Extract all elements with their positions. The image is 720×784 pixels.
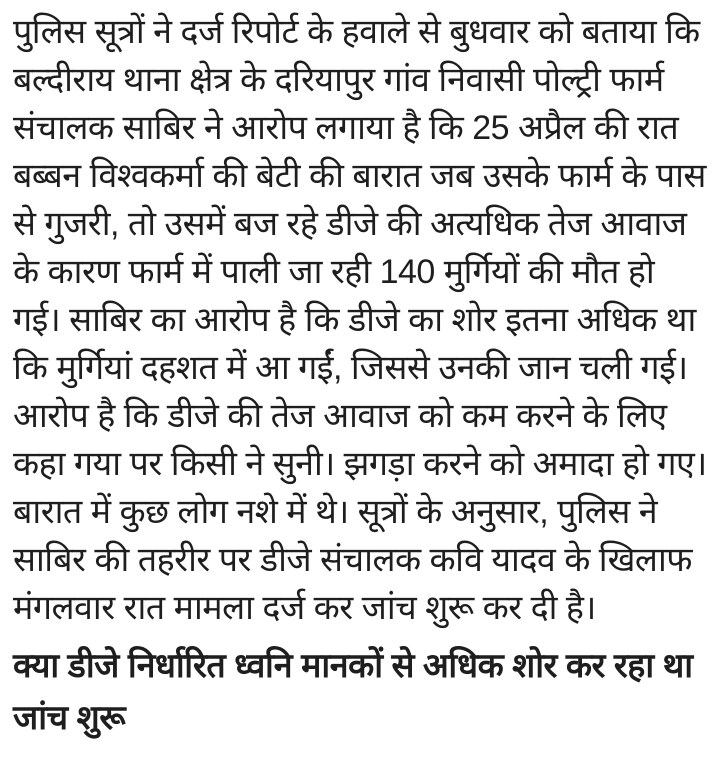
article-text-line: के कारण फार्म में पाली जा रही 140 मुर्गियों की मौत हो: [13, 253, 655, 291]
article-text-line: से गुजरी, तो उसमें बज रहे डीजे की अत्यधिक तेज आवाज: [13, 205, 687, 243]
article-text-line: पुलिस सूत्रों ने दर्ज रिपोर्ट के हवाले से बुधवार को बताया कि: [13, 13, 700, 51]
article-text-line: संचालक साबिर ने आरोप लगाया है कि 25 अप्रैल की रात: [13, 109, 679, 147]
article-body: [13, 8, 708, 632]
subheading-line: जांच शुरू: [13, 699, 126, 737]
article-subheading: [13, 640, 708, 744]
article-text-line: मंगलवार रात मामला दर्ज कर जांच शुरू कर दी है।: [13, 589, 596, 627]
subheading-line: क्या डीजे निर्धारित ध्वनि मानकों से अधिक शोर कर रहा था: [13, 647, 693, 685]
article-text-line: साबिर की तहरीर पर डीजे संचालक कवि यादव के खिलाफ: [13, 541, 692, 579]
article-text-line: आरोप है कि डीजे की तेज आवाज को कम करने के लिए: [13, 397, 667, 435]
article-text-line: बारात में कुछ लोग नशे में थे। सूत्रों के अनुसार, पुलिस ने: [13, 493, 658, 531]
article-text-line: कहा गया पर किसी ने सुनी। झगड़ा करने को अमादा हो गए।: [13, 445, 707, 483]
article-text-line: बब्बन विश्वकर्मा की बेटी की बारात जब उसके फार्म के पास: [13, 157, 706, 195]
article-text-line: गई। साबिर का आरोप है कि डीजे का शोर इतना अधिक था: [13, 301, 696, 339]
article-text-line: कि मुर्गियां दहशत में आ गईं, जिससे उनकी जान चली गई।: [13, 349, 688, 387]
article-text-line: बल्दीराय थाना क्षेत्र के दरियापुर गांव निवासी पोल्ट्री फार्म: [13, 61, 664, 99]
